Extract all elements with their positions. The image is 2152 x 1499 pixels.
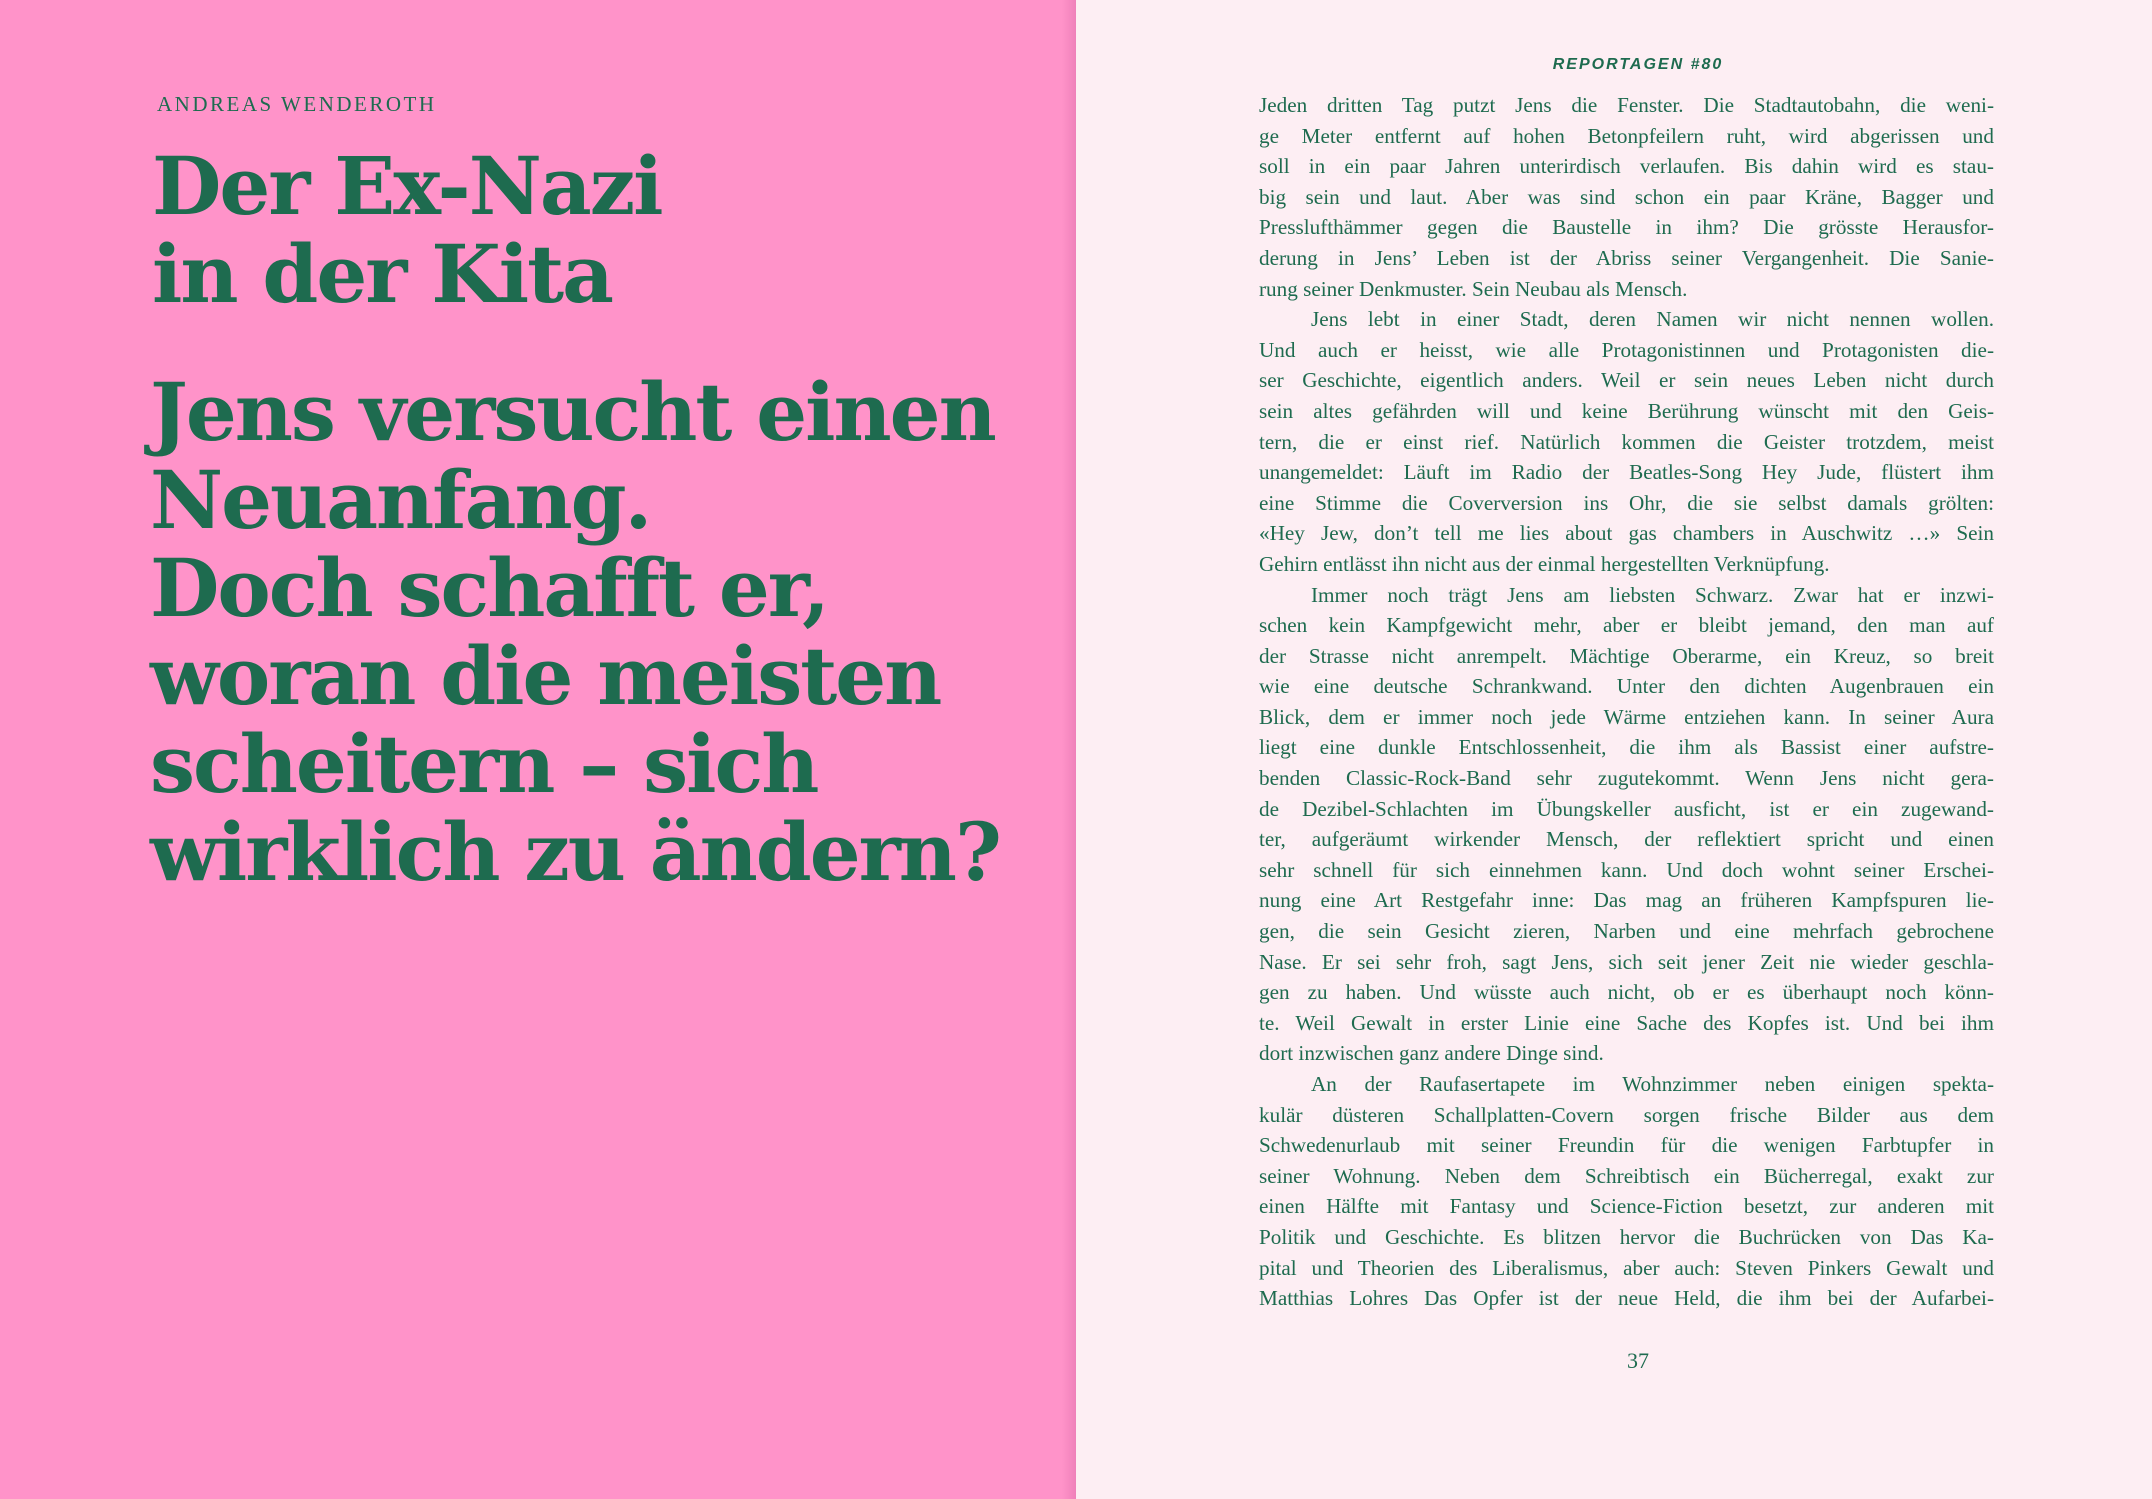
body-line: ser Geschichte, eigentlich anders. Weil er sein neues Leben nicht durch: [1259, 368, 1994, 393]
body-line: big sein und laut. Aber was sind schon ein paar Kräne, Bagger und: [1259, 184, 1994, 209]
running-head: REPORTAGEN #80: [1552, 56, 1724, 73]
article-subheadline: [150, 365, 1050, 899]
body-line: tern, die er einst rief. Natürlich kommen die Geister trotzdem, meist: [1259, 429, 1994, 454]
body-line: Politik und Geschichte. Es blitzen hervor die Buchrücken von Das Ka-: [1259, 1224, 1994, 1249]
subhead-line: Doch schafft er,: [150, 541, 828, 635]
body-line: ter, aufgeräumt wirkender Mensch, der reflektiert spricht und einen: [1259, 827, 1994, 852]
body-line: Nase. Er sei sehr froh, sagt Jens, sich seit jener Zeit nie wieder geschla-: [1259, 949, 1994, 974]
body-line: gen, die sein Gesicht zieren, Narben und eine mehrfach gebrochene: [1259, 919, 1994, 944]
body-line: derung in Jens’ Leben ist der Abriss seiner Vergangenheit. Die Sanie-: [1259, 245, 1994, 270]
body-line: Matthias Lohres Das Opfer ist der neue Held, die ihm bei der Aufarbei-: [1259, 1286, 1994, 1311]
body-line: Blick, dem er immer noch jede Wärme entziehen kann. In seiner Aura: [1259, 704, 1994, 729]
body-line: Schwedenurlaub mit seiner Freundin für die wenigen Farbtupfer in: [1259, 1133, 1994, 1158]
body-line: rung seiner Denkmuster. Sein Neubau als Mensch.: [1259, 276, 1688, 301]
body-line: unangemeldet: Läuft im Radio der Beatles-Song Hey Jude, flüstert ihm: [1259, 460, 1994, 485]
body-line: Jens lebt in einer Stadt, deren Namen wir nicht nennen wollen.: [1311, 307, 1994, 332]
subhead-line: woran die meisten: [150, 629, 941, 723]
body-line: einen Hälfte mit Fantasy und Science-Fiction besetzt, zur anderen mit: [1259, 1194, 1994, 1219]
author-name: ANDREAS WENDEROTH: [157, 92, 437, 116]
body-line: An der Raufasertapete im Wohnzimmer neben einigen spekta-: [1311, 1072, 1994, 1096]
subhead-line: Neuanfang.: [150, 453, 651, 547]
body-line: ge Meter entfernt auf hohen Betonpfeilern ruht, wird abgerissen und: [1259, 123, 1994, 148]
body-line: schen kein Kampfgewicht mehr, aber er bleibt jemand, den man auf: [1259, 613, 1994, 638]
body-line: der Strasse nicht anrempelt. Mächtige Oberarme, ein Kreuz, so breit: [1259, 643, 1994, 668]
body-line: Presslufthämmer gegen die Baustelle in ihm? Die grösste Herausfor-: [1259, 215, 1994, 240]
body-line: te. Weil Gewalt in erster Linie eine Sache des Kopfes ist. Und bei ihm: [1259, 1010, 1994, 1035]
body-line: gen zu haben. Und wüsste auch nicht, ob er es überhaupt noch könn-: [1259, 980, 1994, 1005]
body-line: Gehirn entlässt ihn nicht aus der einmal hergestellten Verknüpfung.: [1259, 551, 1830, 576]
body-line: nung eine Art Restgefahr inne: Das mag an früheren Kampfspuren lie-: [1259, 888, 1994, 913]
body-line: Immer noch trägt Jens am liebsten Schwarz. Zwar hat er inzwi-: [1311, 582, 1994, 607]
body-line: pital und Theorien des Liberalismus, aber auch: Steven Pinkers Gewalt und: [1259, 1255, 1994, 1280]
body-line: Und auch er heisst, wie alle Protagonistinnen und Protagonisten die-: [1259, 337, 1994, 362]
body-line: liegt eine dunkle Entschlossenheit, die ihm als Bassist einer aufstre-: [1259, 735, 1994, 760]
body-line: sehr schnell für sich einnehmen kann. Und doch wohnt seiner Erschei-: [1259, 857, 1994, 882]
body-line: wie eine deutsche Schrankwand. Unter den dichten Augenbrauen ein: [1259, 674, 1994, 699]
body-line: dort inzwischen ganz andere Dinge sind.: [1259, 1041, 1604, 1066]
body-line: seiner Wohnung. Neben dem Schreibtisch ein Bücherregal, exakt zur: [1259, 1163, 1994, 1188]
body-line: kulär düsteren Schallplatten-Covern sorgen frische Bilder aus dem: [1259, 1102, 1994, 1127]
subhead-line: scheitern – sich: [150, 717, 818, 811]
body-line: benden Classic-Rock-Band sehr zugutekommt. Wenn Jens nicht gera-: [1259, 766, 1994, 791]
page-number: 37: [1627, 1348, 1649, 1373]
body-line: de Dezibel-Schlachten im Übungskeller ausficht, ist er ein zugewand-: [1259, 796, 1994, 821]
article-headline: [152, 139, 1032, 321]
body-line: soll in ein paar Jahren unterirdisch verlaufen. Bis dahin wird es stau-: [1259, 154, 1994, 179]
headline-line: Der Ex-Nazi: [152, 139, 662, 233]
right-page: [1076, 0, 2152, 1499]
body-line: eine Stimme die Coverversion ins Ohr, die sie selbst damals grölten:: [1259, 490, 1994, 515]
subhead-line: wirklich zu ändern?: [150, 805, 1000, 899]
subhead-line: Jens versucht einen: [150, 365, 995, 459]
headline-line: in der Kita: [152, 227, 612, 321]
body-line: Jeden dritten Tag putzt Jens die Fenster. Die Stadtautobahn, die weni-: [1259, 93, 1994, 117]
body-line: sein altes gefährden will und keine Berührung wünscht mit den Geis-: [1259, 398, 1994, 423]
article-body: [1259, 90, 1994, 1314]
body-line: «Hey Jew, don’t tell me lies about gas chambers in Auschwitz …» Sein: [1259, 521, 1994, 546]
